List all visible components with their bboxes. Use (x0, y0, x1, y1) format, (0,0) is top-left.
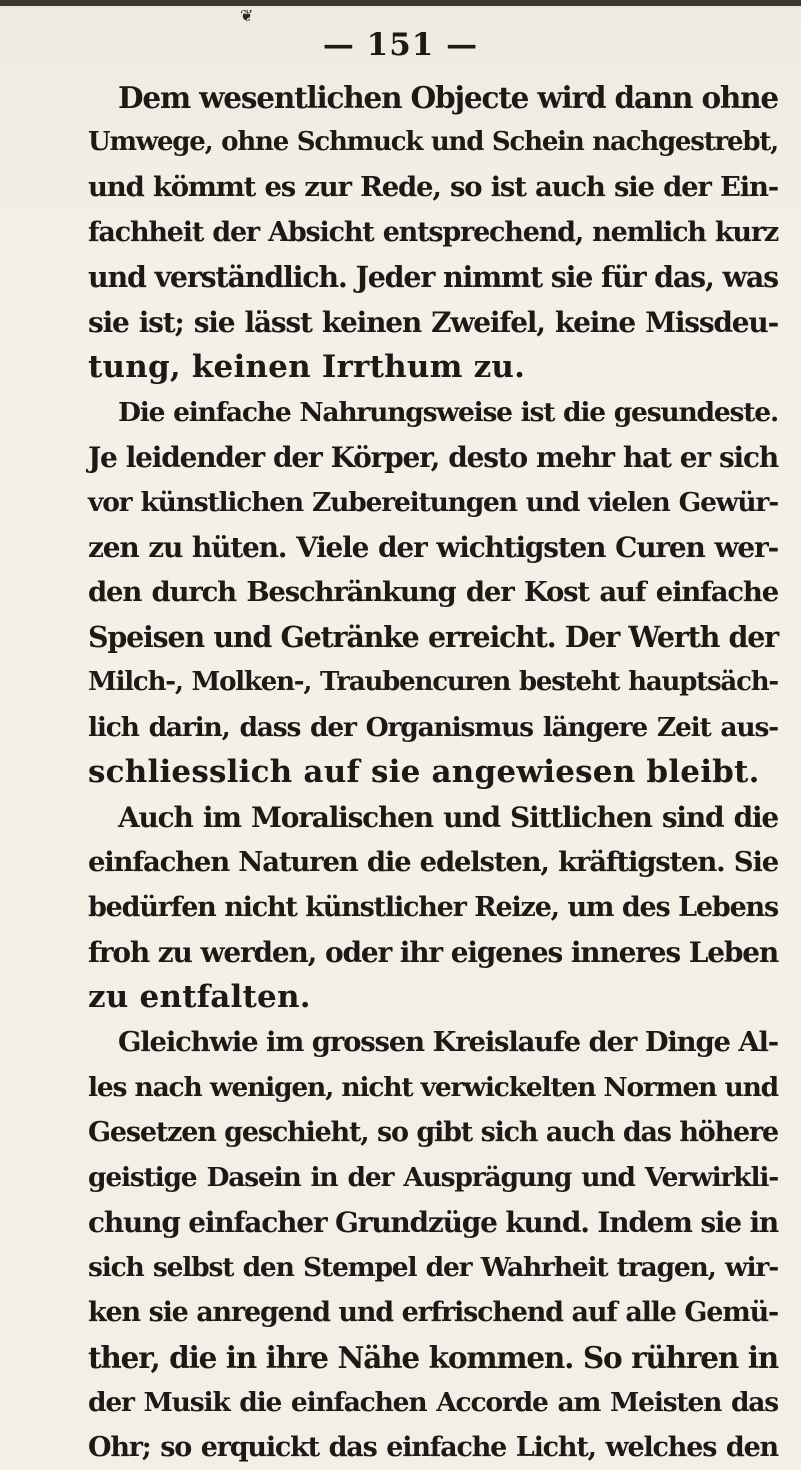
text-line: sie ist; sie lässt keinen Zweifel, keine Missdeu- (88, 306, 778, 339)
page-number: — 151 — (322, 27, 479, 63)
text-line: und kömmt es zur Rede, so ist auch sie der Ein- (88, 171, 778, 203)
text-line: fachheit der Absicht entsprechend, nemlich kurz (88, 217, 778, 248)
text-line: den durch Beschränkung der Kost auf einfache (88, 576, 778, 608)
text-line: froh zu werden, oder ihr eigenes inneres Leben (88, 936, 778, 969)
text-line: lich darin, dass der Organismus längere Zeit aus- (88, 712, 778, 743)
text-line: der Musik die einfachen Accorde am Meisten das (88, 1387, 778, 1418)
text-line: bedürfen nicht künstlicher Reize, um des Lebens (88, 892, 778, 923)
body-text (88, 75, 778, 1470)
text-line: Gleichwie im grossen Kreislaufe der Dinge Al- (118, 1026, 778, 1058)
text-line: sich selbst den Stempel der Wahrheit tragen, wir- (88, 1252, 778, 1283)
text-line: zen zu hüten. Viele der wichtigsten Curen wer- (88, 531, 778, 564)
text-line: geistige Dasein in der Ausprägung und Verwirkli- (88, 1162, 778, 1193)
text-line: ther, die in ihre Nähe kommen. So rühren in (88, 1340, 778, 1375)
text-line: ken sie anregend und erfrischend auf alle Gemü- (88, 1297, 778, 1328)
text-line: chung einfacher Grundzüge kund. Indem sie in (88, 1206, 779, 1239)
text-line: zu entfalten. (88, 979, 311, 1015)
text-line: Gesetzen geschieht, so gibt sich auch das höhere (88, 1117, 778, 1148)
page-top-edge (0, 0, 801, 6)
printers-mark: ❦ (240, 6, 254, 25)
text-line: tung, keinen Irrthum zu. (88, 349, 526, 385)
text-line: Dem wesentlichen Objecte wird dann ohne (118, 80, 778, 115)
text-line: Milch-, Molken-, Traubencuren besteht hauptsäch- (88, 667, 778, 697)
text-line: vor künstlichen Zubereitungen und vielen Gewür- (88, 487, 778, 518)
text-line: Speisen und Getränke erreicht. Der Werth der (88, 620, 778, 654)
text-line: les nach wenigen, nicht verwickelten Normen und (88, 1072, 778, 1103)
text-line: einfachen Naturen die edelsten, kräftigsten. Sie (88, 846, 778, 878)
text-line: Ohr; so erquickt das einfache Licht, welches den (88, 1432, 778, 1463)
text-line: Je leidender der Körper, desto mehr hat er sich (88, 441, 778, 474)
text-line: Umwege, ohne Schmuck und Schein nachgestrebt, (88, 127, 778, 157)
text-line: schliesslich auf sie angewiesen bleibt. (88, 754, 760, 790)
text-line: Die einfache Nahrungsweise ist die gesundeste. (118, 397, 778, 428)
text-line: Auch im Moralischen und Sittlichen sind die (118, 801, 778, 834)
text-line: und verständlich. Jeder nimmt sie für das, was (88, 260, 778, 294)
